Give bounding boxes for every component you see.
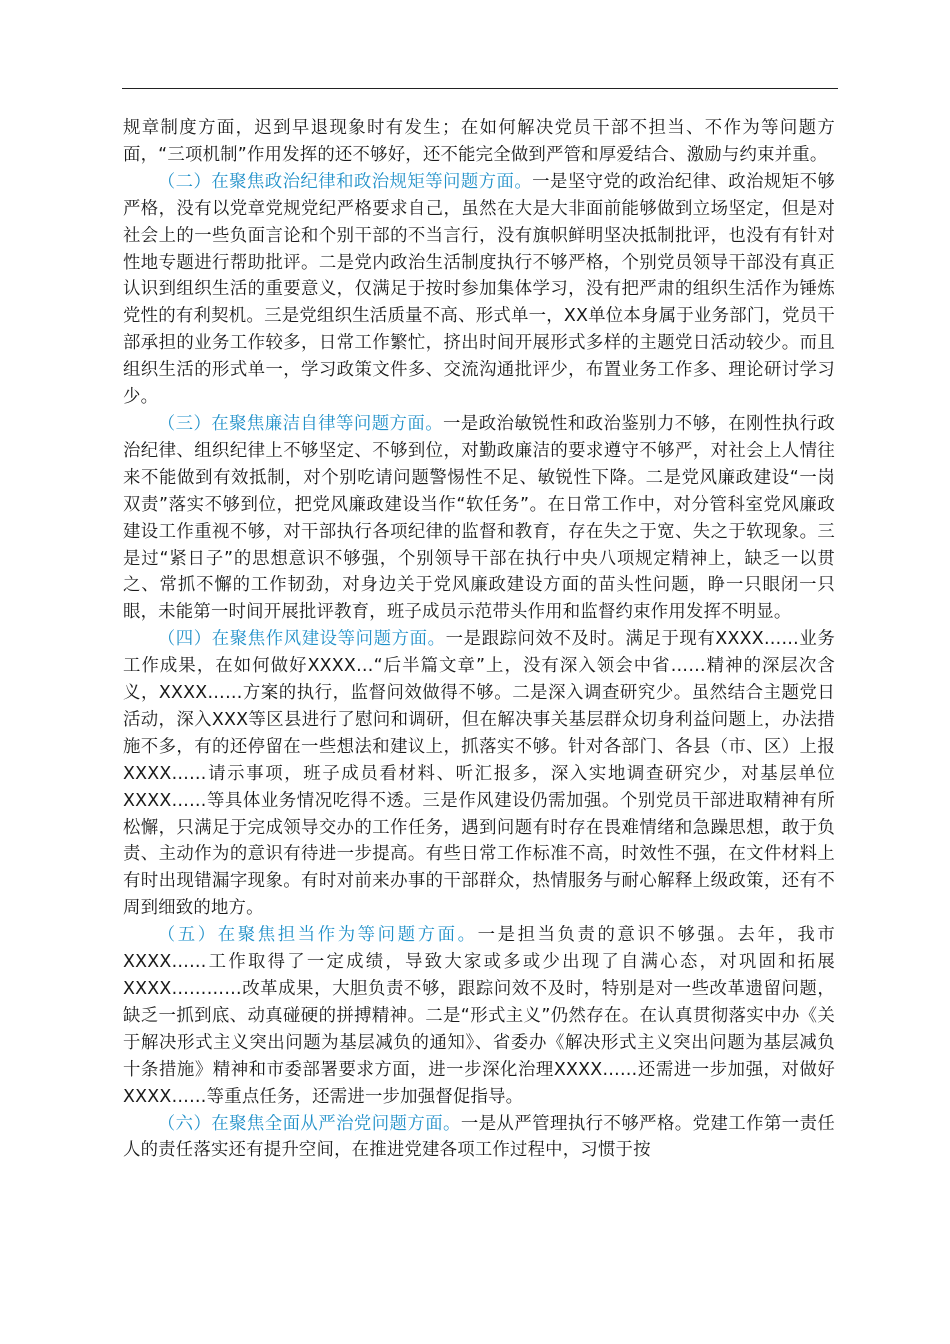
paragraph-continuation [123,115,835,169]
paragraph-text: 规章制度方面，迟到早退现象时有发生；在如何解决党员干部不担当、不作为等问题方面，“三项机制”作用发挥的还不够好，还不能完全做到严管和厚爱结合、激励与约束并重。 [123,118,835,165]
section-2-paragraph [123,169,835,411]
section-3-text: 一是政治敏锐性和政治鉴别力不够，在刚性执行政治纪律、组织纪律上不够坚定、不够到位，对勤政廉洁的要求遵守不够严，对社会上人情往来不能做到有效抵制，对个别吃请问题警惕性不足、敏锐性下降。二是党风廉政建设“一岗双责”落实不够到位，把党风廉政建设当作“软任务”。在日常工作中，对分管科室党风廉政建设工作重视不够，对干部执行各项纪律的监督和教育，存在失之于宽、失之于软现象。三是过“紧日子”的思想意识不够强，个别领导干部在执行中央八项规定精神上，缺乏一以贯之、常抓不懈的工作韧劲，对身边关于党风廉政建设方面的苗头性问题，睁一只眼闭一只眼，未能第一时间开展批评教育，班子成员示范带头作用和监督约束作用发挥不明显。 [123,413,836,623]
section-6-text: 一是从严管理执行不够严格。党建工作第一责任人的责任落实还有提升空间，在推进党建各项工作过程中，习惯于按 [123,1113,836,1161]
section-3-heading: （三）在聚焦廉洁自律等问题方面。 [157,413,444,434]
section-6-paragraph [123,1111,835,1165]
section-5-text: 一是担当负责的意识不够强。去年，我市XXXX……工作取得了一定成绩，导致大家或多或少出现了自满心态，对巩固和拓展XXXX…………改革成果，大胆负责不够，跟踪问效不及时，特别是对一些改革遗留问题，缺乏一抓到底、动真碰硬的拼搏精神。二是“形式主义”仍然存在。在认真贯彻落实中办《关于解决形式主义突出问题为基层减负的通知》、省委办《解决形式主义突出问题为基层减负十条措施》精神和市委部署要求方面，进一步深化治理XXXX……还需进一步加强，对做好XXXX……等重点任务，还需进一步加强督促指导。 [123,925,835,1107]
section-4-text: 一是跟踪问效不及时。满足于现有XXXX……业务工作成果，在如何做好XXXX…“后半篇文章”上，没有深入领会中省……精神的深层次含义，XXXX……方案的执行，监督问效做得不够。二是深入调查研究少。虽然结合主题党日活动，深入XXX等区县进行了慰问和调研，但在解决事关基层群众切身利益问题上，办法措施不多，有的还停留在一些想法和建议上，抓落实不够。针对各部门、各县（市、区）上报XXXX……请示事项，班子成员看材料、听汇报多，深入实地调查研究少，对基层单位XXXX……等具体业务情况吃得不透。三是作风建设仍需加强。个别党员干部进取精神有所松懈，只满足于完成领导交办的工作任务，遇到问题有时存在畏难情绪和急躁思想，敢于负责、主动作为的意识有待进一步提高。有些日常工作标准不高，时效性不强，在文件材料上有时出现错漏字现象。有时对前来办事的干部群众，热情服务与耐心解释上级政策，还有不周到细致的地方。 [123,629,836,919]
section-2-text: 一是坚守党的政治纪律、政治规矩不够严格，没有以党章党规党纪严格要求自己，虽然在大是大非面前能够做到立场坚定，但是对社会上的一些负面言论和个别干部的不当言行，没有旗帜鲜明坚决抵制批评，也没有有针对性地专题进行帮助批评。二是党内政治生活制度执行不够严格，个别党员领导干部没有真正认识到组织生活的重要意义，仅满足于按时参加集体学习，没有把严肃的组织生活作为锤炼党性的有利契机。三是党组织生活质量不高、形式单一，XX单位本身属于业务部门，党员干部承担的业务工作较多，日常工作繁忙，挤出时间开展形式多样的主题党日活动较少。而且组织生活的形式单一，学习政策文件多、交流沟通批评少，布置业务工作多、理论研讨学习少。 [123,171,835,408]
section-5-heading: （五）在聚焦担当作为等问题方面。 [157,925,478,946]
section-2-heading: （二）在聚焦政治纪律和政治规矩等问题方面。 [157,171,533,192]
section-4-paragraph [123,626,835,922]
section-6-heading: （六）在聚焦全面从严治党问题方面。 [157,1113,461,1134]
header-rule [122,88,838,89]
section-5-paragraph [123,922,835,1110]
section-4-heading: （四）在聚焦作风建设等问题方面。 [157,629,446,650]
document-body [123,115,835,1164]
section-3-paragraph [123,411,835,626]
